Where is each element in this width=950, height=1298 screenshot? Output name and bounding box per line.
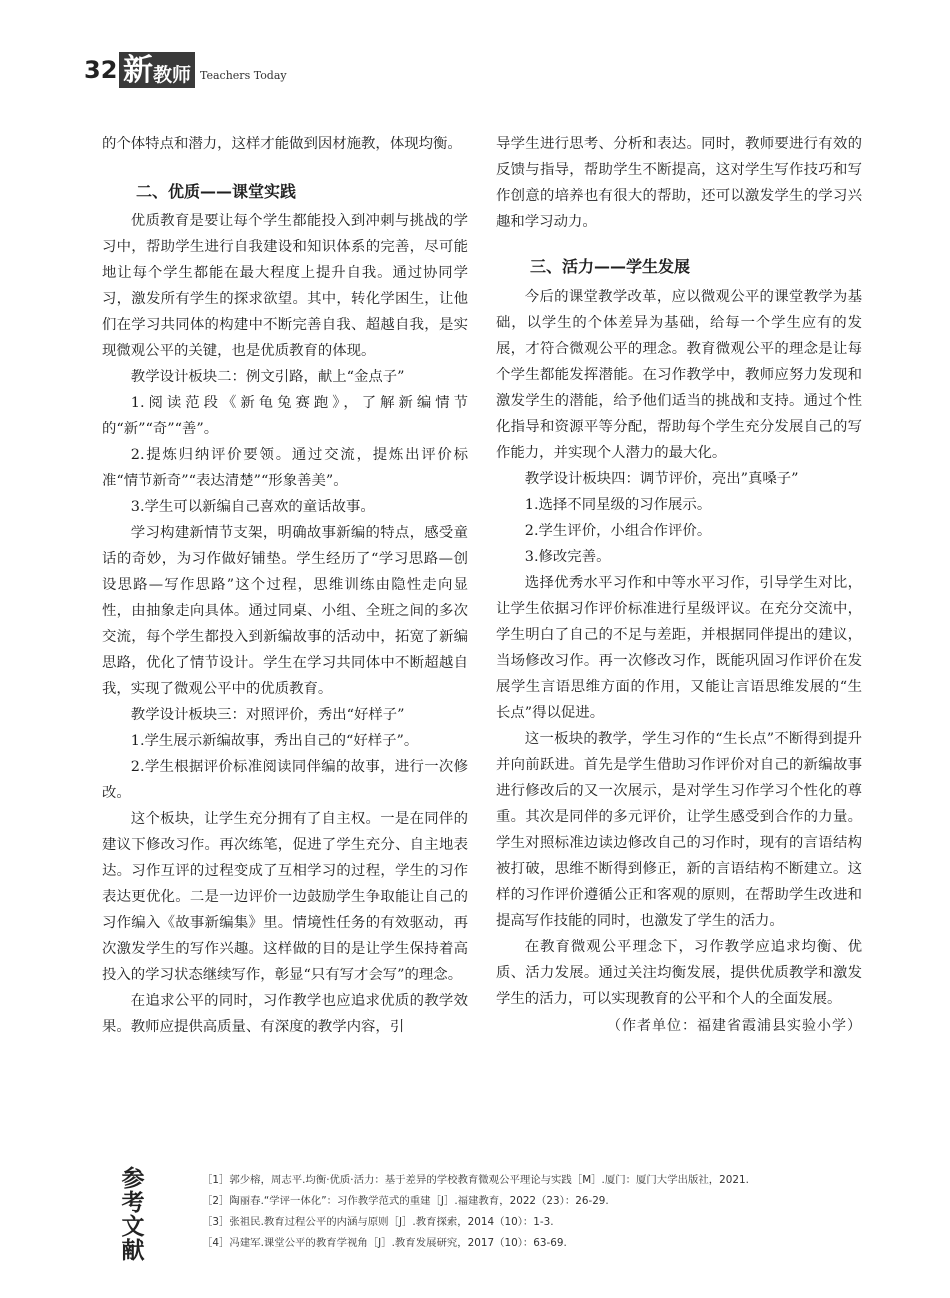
list-item: 2.提炼归纳评价要领。通过交流，提炼出评价标准“情节新奇”“表达清楚”“形象善美”。	[102, 447, 468, 489]
references-title-char: 献	[121, 1238, 145, 1264]
reference-item: ［3］张祖民.教育过程公平的内涵与原则［J］.教育探索，2014（10）：1-3.	[202, 1216, 554, 1228]
logo-char-big: 新	[123, 53, 153, 88]
block-title: 教学设计板块四：调节评价，亮出”真嗓子”	[524, 471, 799, 487]
list-item: 3.学生可以新编自己喜欢的童话故事。	[130, 499, 375, 515]
block-title: 教学设计板块二：例文引路，献上“金点子”	[130, 369, 405, 385]
author-affiliation: （作者单位：福建省霞浦县实验小学）	[607, 1018, 862, 1034]
references-title-char: 文	[121, 1214, 145, 1240]
paragraph: 在追求公平的同时，习作教学也应追求优质的教学效果。教师应提供高质量、有深度的教学内容，引	[102, 993, 468, 1035]
section-heading: 二、优质——课堂实践	[136, 182, 297, 201]
list-item: 2.学生根据评价标准阅读同伴编的故事，进行一次修改。	[102, 759, 468, 801]
page-number: 32	[84, 56, 118, 84]
reference-item: ［1］郭少榕，周志平.均衡·优质·活力：基于差异的学校教育微观公平理论与实践［M］.厦门：厦门大学出版社，2021.	[202, 1174, 749, 1186]
paragraph: 优质教育是要让每个学生都能投入到冲刺与挑战的学习中，帮助学生进行自我建设和知识体系的完善，尽可能地让每个学生都能在最大程度上提升自我。通过协同学习，激发所有学生的探求欲望。其中，转化学困生，让他们在学习共同体的构建中不断完善自我、超越自我，是实现微观公平的关键，也是优质教育的体现。	[102, 213, 468, 359]
logo-chars-small: 教师	[153, 64, 192, 86]
paragraph: 今后的课堂教学改革，应以微观公平的课堂教学为基础，以学生的个体差异为基础，给每一个学生应有的发展，才符合微观公平的理念。教育微观公平的理念是让每个学生都能发挥潜能。在习作教学中，教师应努力发现和激发学生的潜能，给予他们适当的挑战和支持。通过个性化指导和资源平等分配，帮助每个学生充分发展自己的写作能力，并实现个人潜力的最大化。	[496, 289, 862, 461]
paragraph: 学习构建新情节支架，明确故事新编的特点，感受童话的奇妙，为习作做好铺垫。学生经历了“学习思路—创设思路—写作思路”这个过程，思维训练由隐性走向显性，由抽象走向具体。通过同桌、小组、全班之间的多次交流，每个学生都投入到新编故事的活动中，拓宽了新编思路，优化了情节设计。学生在学习共同体中不断超越自我，实现了微观公平中的优质教育。	[102, 525, 468, 697]
magazine-logo	[119, 52, 195, 88]
left-column	[102, 131, 468, 1040]
paragraph: 这一板块的教学，学生习作的“生长点”不断得到提升并向前跃进。首先是学生借助习作评价对自己的新编故事进行修改后的又一次展示，是对学生习作学习个性化的尊重。其次是同伴的多元评价，让学生感受到合作的力量。学生对照标准边读边修改自己的习作时，现有的言语结构被打破，思维不断得到修正，新的言语结构不断建立。这样的习作评价遵循公正和客观的原则，在帮助学生改进和提高写作技能的同时，也激发了学生的活力。	[496, 731, 862, 929]
references-title-char: 参	[121, 1166, 145, 1192]
list-item: 1.学生展示新编故事，秀出自己的“好样子”。	[130, 733, 419, 749]
reference-item: ［2］陶丽春.“学评一体化”：习作教学范式的重建［J］.福建教育，2022（23）：26-29.	[202, 1195, 609, 1207]
reference-item: ［4］冯建军.课堂公平的教育学视角［J］.教育发展研究，2017（10）：63-69.	[202, 1237, 567, 1249]
references-section	[118, 1167, 878, 1263]
section-heading: 三、活力——学生发展	[530, 257, 691, 276]
paragraph: 选择优秀水平习作和中等水平习作，引导学生对比，让学生依据习作评价标准进行星级评议。在充分交流中，学生明白了自己的不足与差距，并根据同伴提出的建议，当场修改习作。再一次修改习作，既能巩固习作评价在发展学生言语思维方面的作用，又能让言语思维发展的“生长点”得以促进。	[496, 575, 862, 721]
references-list	[202, 1170, 882, 1254]
references-title	[118, 1167, 148, 1263]
list-item: 2.学生评价，小组合作评价。	[524, 523, 712, 539]
page-header	[84, 52, 384, 92]
block-title: 教学设计板块三：对照评价，秀出“好样子”	[130, 707, 405, 723]
paragraph: 这个板块，让学生充分拥有了自主权。一是在同伴的建议下修改习作。再次练笔，促进了学生充分、自主地表达。习作互评的过程变成了互相学习的过程，学生的习作表达更优化。二是一边评价一边鼓励学生争取能让自己的习作编入《故事新编集》里。情境性任务的有效驱动，再次激发学生的写作兴趣。这样做的目的是让学生保持着高投入的学习状态继续写作，彰显“只有写才会写”的理念。	[102, 811, 468, 983]
paragraph: 的个体特点和潜力，这样才能做到因材施教，体现均衡。	[102, 136, 462, 152]
right-column	[496, 131, 862, 1053]
list-item: 1.阅读范段《新龟兔赛跑》，了解新编情节的“新”“奇”“善”。	[102, 395, 468, 437]
logo-english: Teachers Today	[200, 69, 287, 82]
list-item: 3.修改完善。	[524, 549, 611, 565]
paragraph: 导学生进行思考、分析和表达。同时，教师要进行有效的反馈与指导，帮助学生不断提高，这对学生写作技巧和写作创意的培养也有很大的帮助，还可以激发学生的学习兴趣和学习动力。	[496, 136, 862, 230]
paragraph: 在教育微观公平理念下，习作教学应追求均衡、优质、活力发展。通过关注均衡发展，提供优质教学和激发学生的活力，可以实现教育的公平和个人的全面发展。	[496, 939, 862, 1007]
list-item: 1.选择不同星级的习作展示。	[524, 497, 712, 513]
references-title-char: 考	[121, 1190, 145, 1216]
